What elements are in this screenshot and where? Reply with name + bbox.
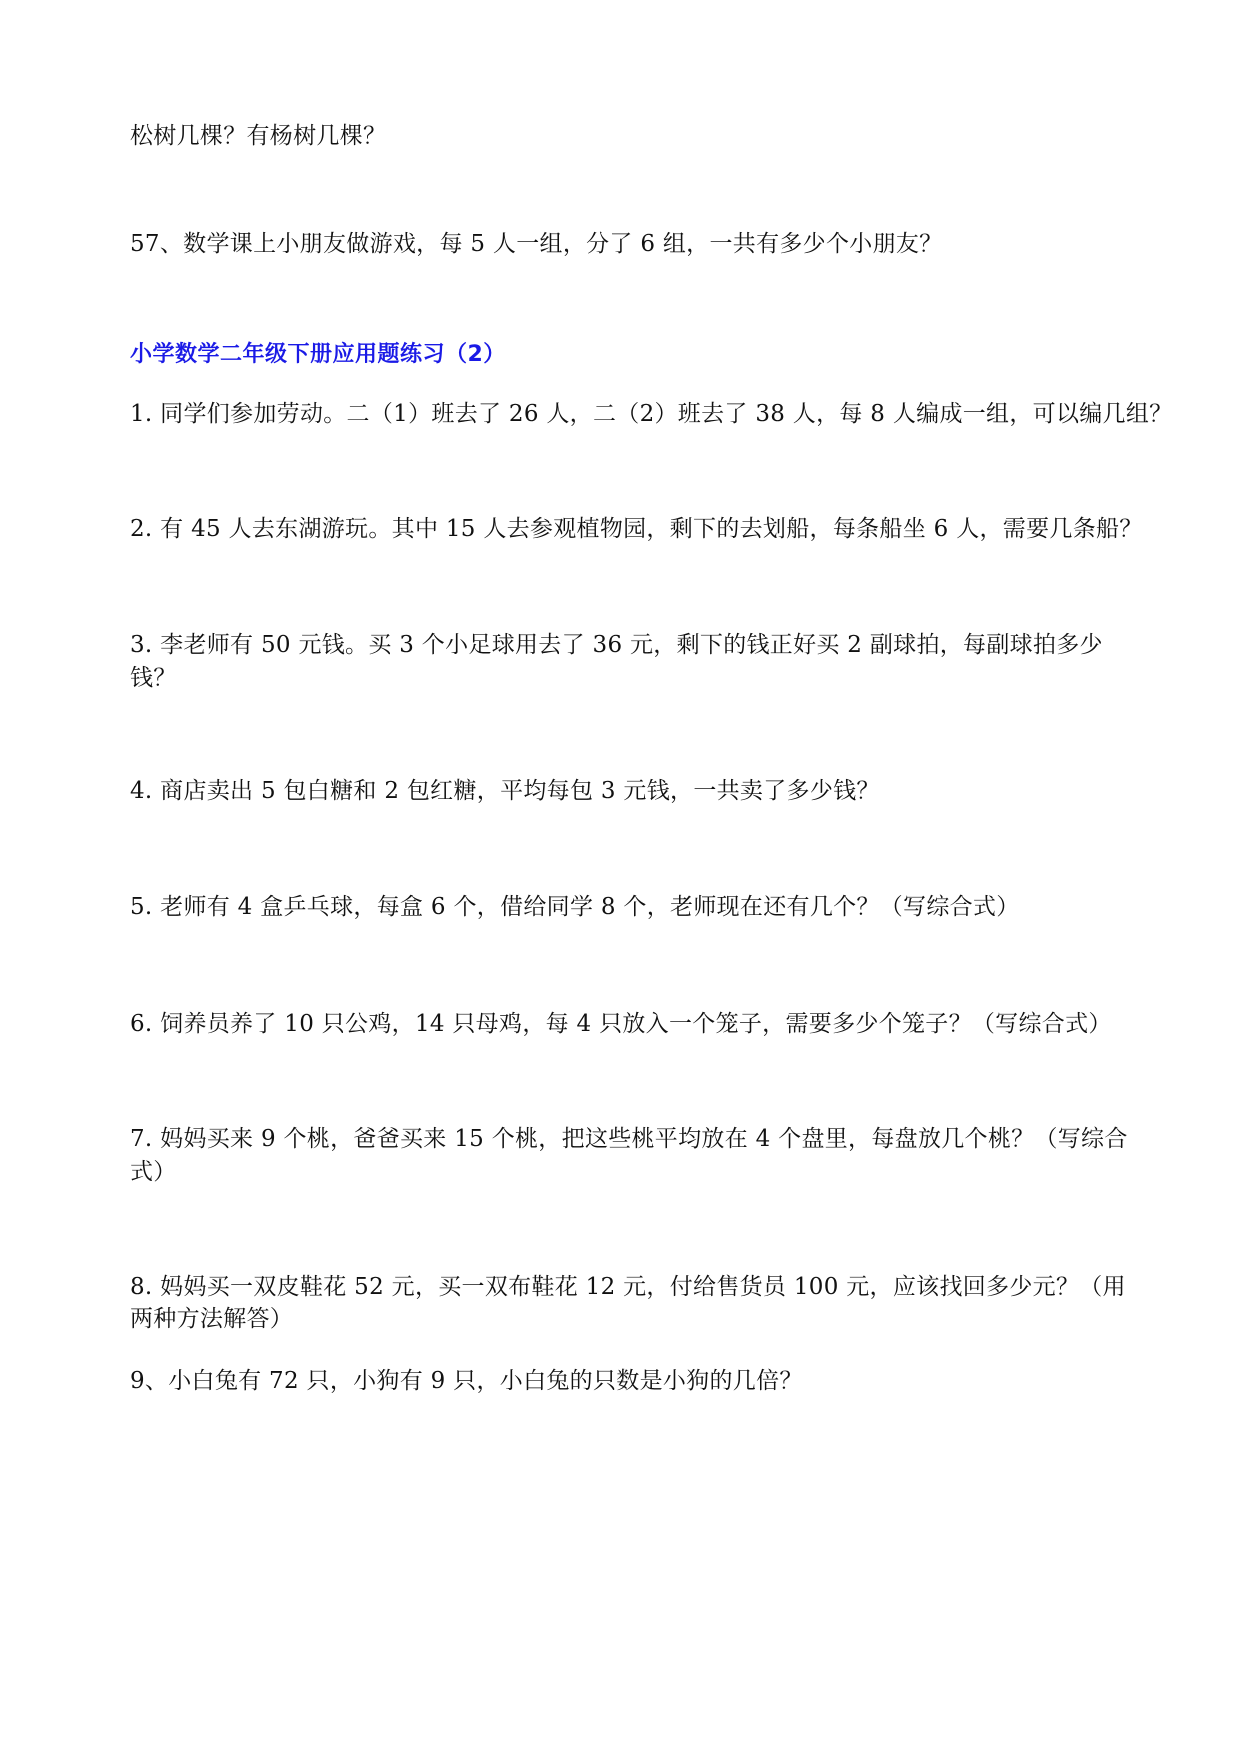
- question-4: 4. 商店卖出 5 包白糖和 2 包红糖，平均每包 3 元钱，一共卖了多少钱？: [130, 778, 880, 804]
- question-8-line-2: 两种方法解答）: [130, 1306, 294, 1332]
- question-57: 57、数学课上小朋友做游戏，每 5 人一组，分了 6 组，一共有多少个小朋友？: [130, 231, 943, 257]
- question-3-line-1: 3. 李老师有 50 元钱。买 3 个小足球用去了 36 元，剩下的钱正好买 2 副球拍，每副球拍多少: [130, 632, 1103, 658]
- question-8-line-1: 8. 妈妈买一双皮鞋花 52 元，买一双布鞋花 12 元，付给售货员 100 元，应该找回多少元？（用: [130, 1274, 1126, 1300]
- question-7-line-2: 式）: [130, 1159, 177, 1185]
- section-title: 小学数学二年级下册应用题练习（2）: [130, 342, 506, 367]
- question-5: 5. 老师有 4 盒乒乓球，每盒 6 个，借给同学 8 个，老师现在还有几个？（写综合式）: [130, 894, 1020, 920]
- question-2: 2. 有 45 人去东湖游玩。其中 15 人去参观植物园，剩下的去划船，每条船坐 6 人，需要几条船？: [130, 516, 1143, 542]
- question-7-line-1: 7. 妈妈买来 9 个桃，爸爸买来 15 个桃，把这些桃平均放在 4 个盘里，每盘放几个桃？（写综合: [130, 1126, 1128, 1152]
- question-6: 6. 饲养员养了 10 只公鸡，14 只母鸡，每 4 只放入一个笼子，需要多少个笼子？（写综合式）: [130, 1011, 1112, 1037]
- question-3-line-2: 钱？: [130, 665, 177, 691]
- question-1: 1. 同学们参加劳动。二（1）班去了 26 人，二（2）班去了 38 人，每 8 人编成一组，可以编几组？: [130, 401, 1173, 427]
- question-9: 9、小白兔有 72 只，小狗有 9 只，小白兔的只数是小狗的几倍？: [130, 1368, 803, 1394]
- question-56-continuation: 松树几棵？有杨树几棵？: [130, 123, 387, 149]
